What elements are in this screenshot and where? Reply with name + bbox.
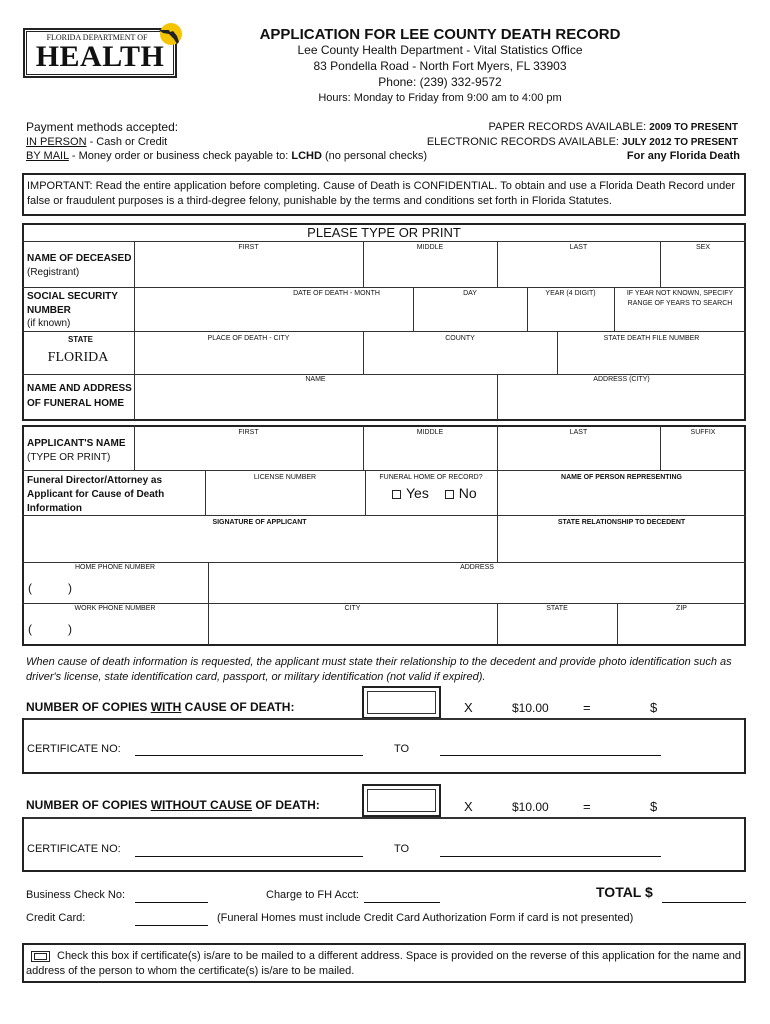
relationship-input[interactable] — [499, 530, 745, 560]
home-phone-paren-open: ( — [28, 581, 32, 595]
license-label: LICENSE NUMBER — [253, 474, 317, 481]
electronic-records — [427, 136, 738, 148]
deceased-middle-input[interactable] — [365, 254, 496, 284]
yes-checkbox[interactable] — [392, 490, 401, 499]
signature-input[interactable] — [24, 530, 496, 560]
representing-input[interactable] — [499, 485, 745, 513]
by-mail-label: BY MAIL — [26, 150, 69, 162]
funeral-name-input[interactable] — [136, 388, 496, 418]
copies-without-cert-to-input[interactable] — [440, 839, 661, 855]
florida-sun-icon — [155, 22, 185, 48]
cause-note: When cause of death information is requested, the applicant must state their relationship to the decedent and provide photo identification such as driver's license, state identification card, passport, or military identification (not valid if expired). — [26, 656, 732, 683]
copies-without-dollar: $ — [650, 799, 658, 814]
funeral-record-options — [392, 485, 477, 501]
paper-records — [488, 121, 738, 133]
applicant-last-input[interactable] — [499, 440, 659, 468]
logo-main-text: HEALTH — [35, 40, 165, 73]
office-address: 83 Pondella Road - North Fort Myers, FL 33903 — [313, 59, 567, 73]
address-label: ADDRESS — [460, 564, 494, 571]
work-phone-input[interactable] — [80, 617, 206, 643]
year-range-input[interactable] — [616, 311, 745, 329]
applicant-middle-label: MIDDLE — [416, 429, 444, 436]
year-unknown-label-1: IF YEAR NOT KNOWN, SPECIFY — [626, 290, 734, 297]
zip-label: ZIP — [676, 605, 687, 612]
dod-month-label: DATE OF DEATH - MONTH — [293, 290, 380, 297]
total-label: TOTAL $ — [596, 884, 653, 900]
city-label: CITY — [344, 605, 361, 612]
ssn-sublabel: (if known) — [27, 318, 71, 329]
copies-without-label-b: WITHOUT CAUSE — [150, 798, 253, 812]
copies-without-price: $10.00 — [512, 800, 549, 814]
charge-fh-input[interactable] — [364, 886, 440, 902]
state-file-label: STATE DEATH FILE NUMBER — [603, 335, 700, 342]
relationship-label: STATE RELATIONSHIP TO DECEDENT — [557, 519, 686, 526]
in-person-label: IN PERSON — [26, 136, 87, 148]
total-input[interactable] — [662, 886, 746, 902]
copies-without-eq: = — [583, 799, 591, 814]
copies-without-input[interactable] — [367, 789, 436, 812]
health-logo — [23, 24, 179, 78]
applicant-first-input[interactable] — [136, 440, 362, 468]
copies-with-cert-to-input[interactable] — [440, 738, 661, 754]
in-person-text: - Cash or Credit — [86, 136, 168, 148]
funeral-address-input[interactable] — [499, 388, 745, 418]
county-label: COUNTY — [445, 335, 475, 342]
state2-label: STATE — [546, 605, 568, 612]
copies-with-cert-from-input[interactable] — [135, 738, 363, 754]
office-hours: Hours: Monday to Friday from 9:00 am to 4:00 pm — [318, 92, 562, 104]
ssn-label-1: SOCIAL SECURITY — [27, 291, 118, 302]
funeral-name-label: NAME — [305, 376, 326, 383]
city-input[interactable] — [210, 617, 496, 643]
deceased-sex-input[interactable] — [662, 254, 745, 284]
deceased-last-input[interactable] — [499, 254, 659, 284]
no-label: No — [458, 485, 477, 501]
home-phone-label: HOME PHONE NUMBER — [74, 564, 156, 571]
dod-day-label: DAY — [463, 290, 477, 297]
copies-without-cert-label: CERTIFICATE NO: — [27, 843, 121, 855]
fd-label-2: Applicant for Cause of Death — [27, 489, 165, 500]
copies-without-x: X — [464, 799, 473, 814]
copies-with-label-b: WITH — [150, 700, 182, 714]
applicant-suffix-input[interactable] — [662, 440, 745, 468]
copies-with-box — [362, 686, 441, 719]
credit-card-label: Credit Card: — [26, 912, 86, 924]
dod-year-label: YEAR (4 DIGIT) — [545, 290, 596, 297]
representing-label: NAME OF PERSON REPRESENTING — [561, 474, 682, 481]
applicant-suffix-label: SUFFIX — [690, 429, 716, 436]
form-heading: PLEASE TYPE OR PRINT — [307, 225, 461, 240]
sex-label: SEX — [695, 244, 710, 251]
copies-with-eq: = — [583, 700, 591, 715]
zip-input[interactable] — [619, 617, 745, 643]
fd-label-3: Information — [27, 503, 82, 514]
work-phone-paren-open: ( — [28, 622, 32, 636]
state-label: STATE — [67, 335, 94, 344]
yes-label: Yes — [406, 485, 429, 501]
work-phone-label: WORK PHONE NUMBER — [74, 605, 156, 612]
license-input[interactable] — [207, 485, 364, 513]
copies-without-cert-from-input[interactable] — [135, 839, 363, 855]
ssn-label-2: NUMBER — [27, 305, 71, 316]
address-input[interactable] — [210, 576, 745, 601]
dod-year-input[interactable] — [529, 300, 613, 328]
copies-with-label — [26, 700, 294, 714]
county-input[interactable] — [365, 345, 556, 372]
copies-with-dollar: $ — [650, 700, 658, 715]
office-phone: Phone: (239) 332-9572 — [378, 75, 502, 89]
deceased-sublabel: (Registrant) — [27, 267, 80, 278]
first-label: FIRST — [238, 244, 259, 251]
ssn-month-input[interactable] — [136, 300, 412, 328]
applicant-last-label: LAST — [569, 429, 588, 436]
business-check-label: Business Check No: — [26, 889, 126, 901]
logo-top-text: FLORIDA DEPARTMENT OF — [46, 33, 148, 42]
funeral-record-label: FUNERAL HOME OF RECORD? — [379, 474, 483, 481]
copies-with-cert-label: CERTIFICATE NO: — [27, 743, 121, 755]
credit-card-input[interactable] — [135, 909, 208, 925]
funeral-label-2: OF FUNERAL HOME — [27, 398, 125, 409]
any-florida-death: For any Florida Death — [626, 150, 740, 162]
copies-without-label — [26, 798, 320, 812]
deceased-first-input[interactable] — [136, 254, 362, 284]
copies-with-price: $10.00 — [512, 701, 549, 715]
credit-card-note: (Funeral Homes must include Credit Card Authorization Form if card is not presented) — [217, 912, 634, 924]
important-box — [22, 173, 746, 216]
dod-day-input[interactable] — [415, 300, 526, 328]
important-text: IMPORTANT: Read the entire application before completing. Cause of Death is CONFIDENTIAL. To obtain and use a Florida Death Record under false or fraudulent purposes is a third-degree felony, punishable by the terms and conditions set forth in Florida Statutes. — [27, 180, 736, 207]
copies-with-label-a: NUMBER OF COPIES — [26, 700, 151, 714]
place-city-label: PLACE OF DEATH - CITY — [207, 335, 290, 342]
electronic-value: JULY 2012 TO PRESENT — [622, 137, 738, 148]
paper-value: 2009 TO PRESENT — [649, 122, 738, 133]
fd-label-1: Funeral Director/Attorney as — [27, 475, 163, 486]
by-mail-text: - Money order or business check payable to: — [68, 150, 292, 162]
payment-by-mail — [26, 150, 427, 162]
copies-with-to: TO — [394, 743, 410, 755]
payee: LCHD — [291, 150, 322, 162]
form-title: APPLICATION FOR LEE COUNTY DEATH RECORD — [259, 26, 621, 43]
deceased-label: NAME OF DECEASED — [27, 253, 132, 264]
payment-heading: Payment methods accepted: — [26, 120, 179, 134]
copies-without-box — [362, 784, 441, 817]
business-check-input[interactable] — [135, 886, 208, 902]
place-city-input[interactable] — [136, 345, 362, 372]
copies-without-to: TO — [394, 843, 410, 855]
applicant-sublabel: (TYPE OR PRINT) — [27, 452, 111, 463]
last-label: LAST — [569, 244, 588, 251]
mail-box — [22, 943, 746, 983]
signature-label: SIGNATURE OF APPLICANT — [212, 519, 307, 526]
copies-with-x: X — [464, 700, 473, 715]
payment-in-person — [26, 136, 167, 148]
middle-label: MIDDLE — [416, 244, 444, 251]
year-unknown-label-2: RANGE OF YEARS TO SEARCH — [627, 300, 733, 307]
copies-without-label-a: NUMBER OF COPIES — [26, 798, 151, 812]
state-value: FLORIDA — [47, 350, 109, 365]
payee-note: (no personal checks) — [321, 150, 428, 162]
copies-with-label-c: CAUSE OF DEATH: — [181, 700, 295, 714]
copies-without-label-c: OF DEATH: — [252, 798, 320, 812]
home-phone-input[interactable] — [80, 576, 206, 601]
funeral-label-1: NAME AND ADDRESS — [27, 383, 132, 394]
no-checkbox[interactable] — [445, 490, 454, 499]
office-name: Lee County Health Department - Vital Statistics Office — [297, 43, 583, 57]
copies-with-input[interactable] — [367, 691, 436, 714]
home-phone-paren-close: ) — [68, 581, 72, 595]
state-input[interactable] — [499, 617, 616, 643]
state-file-input[interactable] — [559, 345, 745, 372]
work-phone-paren-close: ) — [68, 622, 72, 636]
applicant-middle-input[interactable] — [365, 440, 496, 468]
charge-fh-label: Charge to FH Acct: — [266, 889, 359, 901]
paper-label: PAPER RECORDS AVAILABLE: — [488, 121, 650, 133]
funeral-address-label: ADDRESS (CITY) — [593, 376, 650, 383]
applicant-first-label: FIRST — [238, 429, 259, 436]
mail-note: Check this box if certificate(s) is/are to be mailed to a different address. Space is provided on the reverse of this application for the name and address of the person to whom the certificate(s) is/are to be mailed. — [26, 950, 741, 977]
applicant-label: APPLICANT'S NAME — [27, 438, 126, 449]
electronic-label: ELECTRONIC RECORDS AVAILABLE: — [426, 136, 623, 148]
